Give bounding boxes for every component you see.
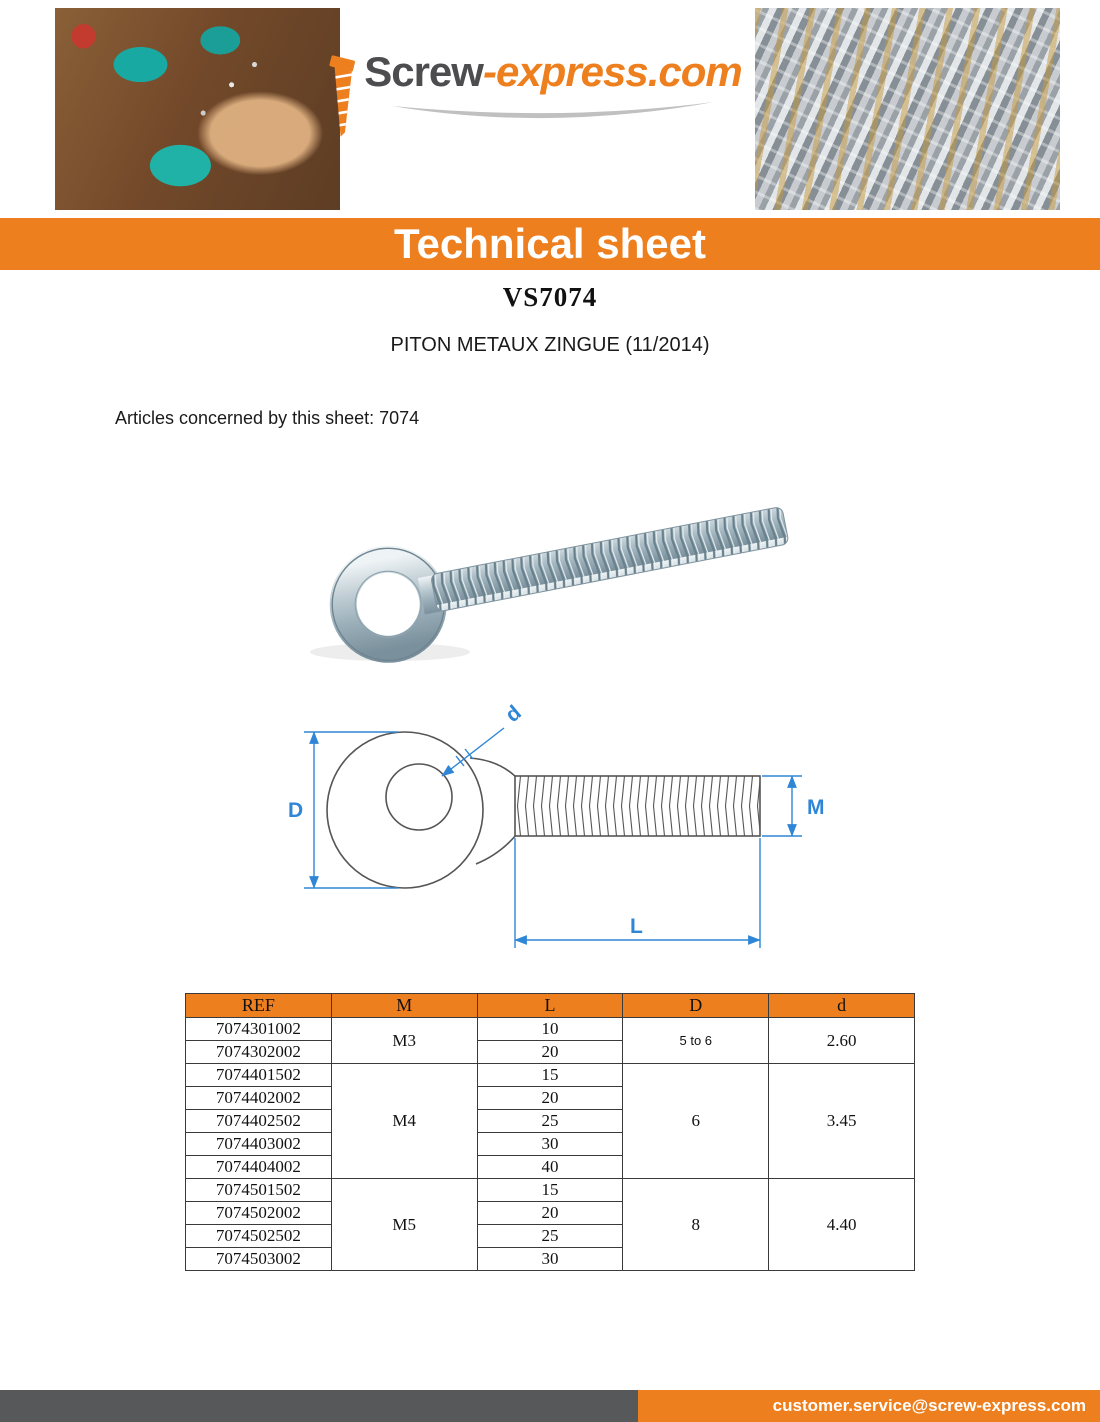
dimension-label-M: M — [807, 796, 825, 819]
cell-ref: 7074403002 — [186, 1133, 332, 1156]
cell-length: 25 — [477, 1225, 623, 1248]
workbench-photo — [55, 8, 340, 210]
cell-eye-diameter: 8 — [623, 1179, 769, 1271]
cell-wire-diameter: 3.45 — [769, 1064, 915, 1179]
table-row — [186, 1018, 915, 1041]
cell-ref: 7074301002 — [186, 1018, 332, 1041]
cell-length: 15 — [477, 1179, 623, 1202]
cell-ref: 7074302002 — [186, 1041, 332, 1064]
cell-length: 20 — [477, 1087, 623, 1110]
contact-email[interactable]: customer.service@screw-express.com — [772, 1396, 1086, 1415]
cell-length: 10 — [477, 1018, 623, 1041]
cell-thread-size: M3 — [331, 1018, 477, 1064]
cell-eye-diameter: 6 — [623, 1064, 769, 1179]
dimension-table — [185, 993, 915, 1271]
technical-sheet-banner — [0, 218, 1100, 270]
screws-photo — [755, 8, 1060, 210]
cell-ref: 7074404002 — [186, 1156, 332, 1179]
screw-icon — [312, 52, 364, 140]
dimension-table-head-row — [186, 994, 915, 1018]
cell-ref: 7074402002 — [186, 1087, 332, 1110]
dimension-table-body — [186, 1018, 915, 1271]
table-row — [186, 1064, 915, 1087]
swoosh-underline-icon — [388, 98, 718, 124]
dimension-label-L: L — [630, 915, 643, 938]
column-header-m: M — [331, 994, 477, 1018]
cell-ref: 7074502002 — [186, 1202, 332, 1225]
articles-note: Articles concerned by this sheet: 7074 — [115, 408, 420, 428]
cell-length: 25 — [477, 1110, 623, 1133]
cell-length: 15 — [477, 1064, 623, 1087]
cell-length: 20 — [477, 1202, 623, 1225]
column-header-d: D — [623, 994, 769, 1018]
table-row — [186, 1179, 915, 1202]
cell-ref: 7074401502 — [186, 1064, 332, 1087]
brand-name-orange: -express.com — [482, 48, 742, 95]
banner-title: Technical sheet — [393, 220, 706, 267]
dimension-label-D: D — [288, 799, 304, 822]
cell-wire-diameter: 4.40 — [769, 1179, 915, 1271]
column-header-l: L — [477, 994, 623, 1018]
eye-screw-image — [280, 452, 840, 667]
product-photo — [280, 452, 840, 672]
cell-ref: 7074502502 — [186, 1225, 332, 1248]
cell-wire-diameter: 2.60 — [769, 1018, 915, 1064]
page-footer — [0, 1390, 1100, 1422]
column-header-ref: REF — [186, 994, 332, 1018]
cell-thread-size: M4 — [331, 1064, 477, 1179]
footer-gray-bar — [0, 1390, 638, 1422]
cell-eye-diameter: 5 to 6 — [623, 1018, 769, 1064]
cell-ref: 7074501502 — [186, 1179, 332, 1202]
cell-length: 30 — [477, 1133, 623, 1156]
cell-thread-size: M5 — [331, 1179, 477, 1271]
dimension-drawing — [280, 690, 825, 970]
brand-text — [364, 48, 742, 124]
brand-logo — [312, 48, 742, 140]
cell-length: 40 — [477, 1156, 623, 1179]
sheet-code: VS7074 — [502, 282, 598, 312]
brand-name-dark: Screw — [364, 48, 483, 95]
cell-length: 30 — [477, 1248, 623, 1271]
cell-ref: 7074402502 — [186, 1110, 332, 1133]
technical-drawing — [280, 690, 825, 975]
sheet-title: PITON METAUX ZINGUE (11/2014) — [390, 334, 710, 356]
cell-length: 20 — [477, 1041, 623, 1064]
dimension-label-d: d — [501, 701, 526, 727]
cell-ref: 7074503002 — [186, 1248, 332, 1271]
column-header-d: d — [769, 994, 915, 1018]
footer-orange-bar — [638, 1390, 1100, 1422]
